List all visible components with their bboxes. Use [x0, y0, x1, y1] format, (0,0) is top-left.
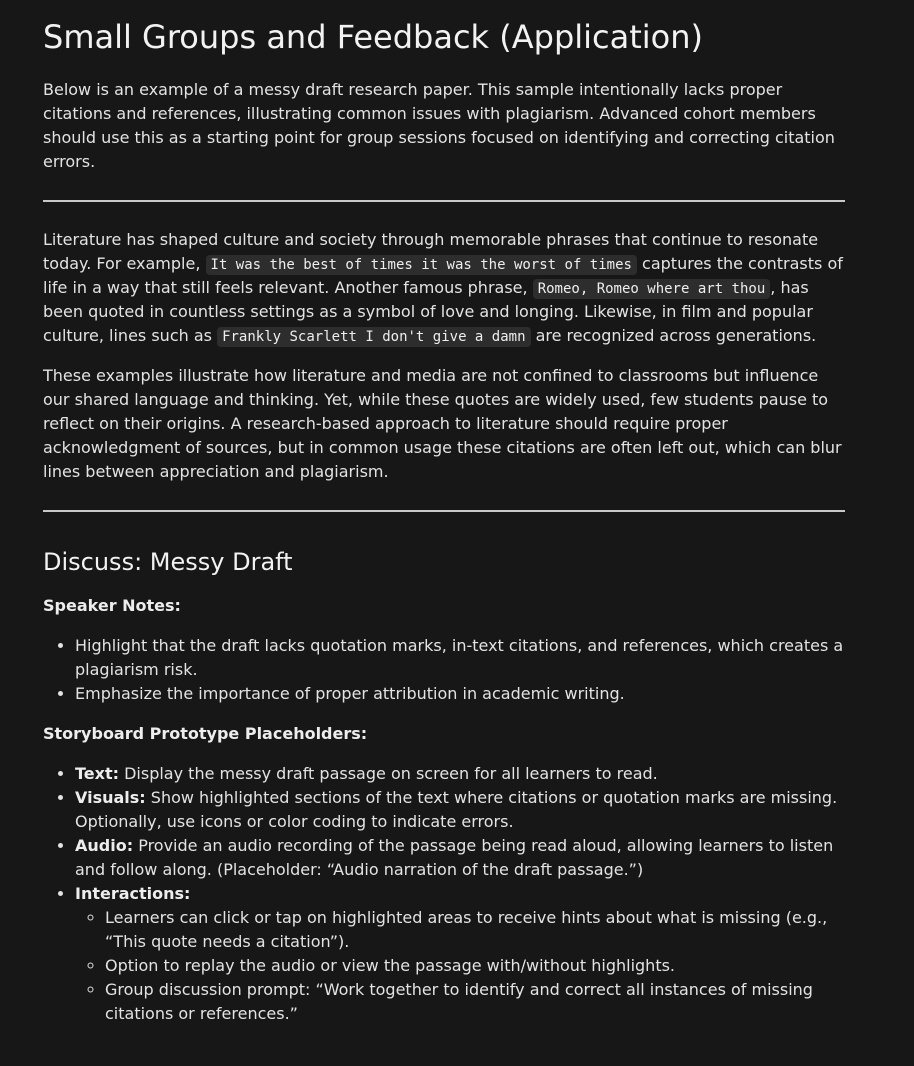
list-item: • Highlight that the draft lacks quotation marks, in-text citations, and references, which creates a plagiarism risk.	[75, 634, 845, 682]
item-text: Show highlighted sections of the text where citations or quotation marks are missing. Optionally, use icons or color coding to indicate errors.	[75, 788, 838, 831]
interactions-sublist	[75, 906, 845, 1026]
storyboard-list	[43, 762, 845, 1026]
draft-paragraph-quotes	[43, 228, 845, 348]
item-label: Visuals:	[75, 788, 146, 807]
sub-list-item: ◦ Option to replay the audio or view the passage with/without highlights.	[105, 954, 845, 978]
item-text: Display the messy draft passage on screen for all learners to read.	[119, 764, 658, 783]
item-label: Text:	[75, 764, 120, 783]
list-item	[75, 834, 845, 882]
speaker-notes-label: Speaker Notes:	[43, 596, 181, 615]
sub-list-item: ◦ Learners can click or tap on highlighted areas to receive hints about what is missing (e.g., “This quote needs a citation”).	[105, 906, 845, 954]
draft-paragraph-reflection: These examples illustrate how literature and media are not confined to classrooms but influence our shared language and thinking. Yet, while these quotes are widely used, few students pause to reflect on their origins. A research-based approach to literature should require proper acknowledgment of sources, but in common usage these citations are often left out, which can blur lines between appreciation and plagiarism.	[43, 366, 842, 481]
inline-code-quote: Romeo, Romeo where art thou	[533, 279, 771, 299]
list-item	[75, 786, 845, 834]
draft-text-segment: are recognized across generations.	[530, 326, 817, 345]
speaker-notes-list	[43, 634, 845, 706]
draft-text-segment: captures the contrasts of life in a way that still feels relevant. Another famous phrase,	[43, 254, 843, 297]
item-label: Interactions:	[75, 884, 191, 903]
list-item: • Emphasize the importance of proper attribution in academic writing.	[75, 682, 845, 706]
item-label: Audio:	[75, 836, 134, 855]
section-divider-top	[43, 200, 845, 202]
draft-text-segment: Literature has shaped culture and society through memorable phrases that continue to resonate today. For example,	[43, 230, 819, 273]
sub-list-item: ◦ Group discussion prompt: “Work together to identify and correct all instances of missing citations or references.”	[105, 978, 845, 1026]
inline-code-quote: It was the best of times it was the worst of times	[206, 255, 637, 275]
list-item	[75, 762, 845, 786]
list-item	[75, 882, 845, 1026]
section-heading-discuss: Discuss: Messy Draft	[43, 548, 293, 576]
page-title: Small Groups and Feedback (Application)	[43, 18, 704, 56]
storyboard-label: Storyboard Prototype Placeholders:	[43, 724, 368, 743]
section-divider-bottom	[43, 510, 845, 512]
item-text: Provide an audio recording of the passage being read aloud, allowing learners to listen and follow along. (Placeholder: “Audio narration of the draft passage.”)	[75, 836, 834, 879]
inline-code-quote: Frankly Scarlett I don't give a damn	[217, 327, 530, 347]
intro-paragraph: Below is an example of a messy draft research paper. This sample intentionally lacks proper citations and references, illustrating common issues with plagiarism. Advanced cohort members should use this as a starting point for group sessions focused on identifying and correcting citation errors.	[43, 80, 835, 171]
draft-text-segment: , has been quoted in countless settings as a symbol of love and longing. Likewise, in film and popular culture, lines such as	[43, 278, 813, 345]
